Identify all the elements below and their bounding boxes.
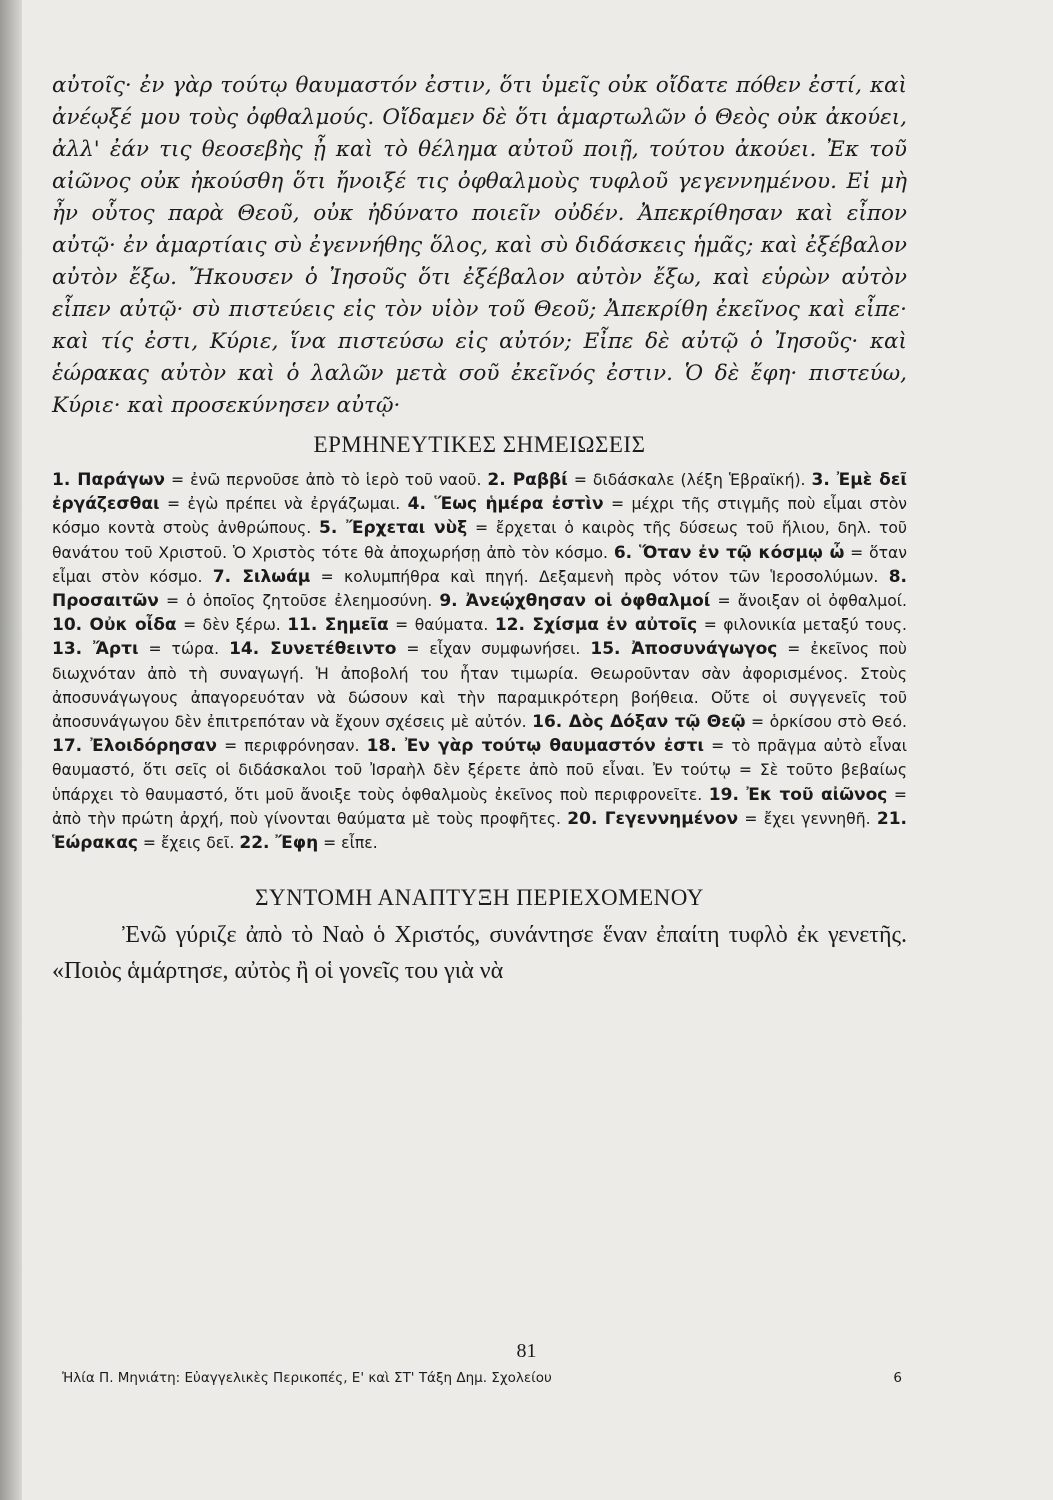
note-number: 5. [319, 518, 347, 539]
note-number: 20. [567, 808, 605, 829]
note-term: Συνετέθειντο [270, 639, 397, 660]
note-entry [52, 737, 367, 755]
note-number: 19. [708, 784, 747, 805]
note-entry [213, 568, 889, 586]
note-term: Ὅταν ἐν τῷ κόσμῳ ὦ [638, 542, 845, 563]
note-number: 14. [229, 639, 271, 660]
note-term: Ἐκ τοῦ αἰῶνος [746, 784, 888, 805]
note-entry [52, 471, 487, 489]
note-definition: = ἔρχεται ὁ καιρὸς τῆς δύσεως τοῦ ἥλιου, δηλ. τοῦ θανάτου τοῦ Χριστοῦ. Ὁ Χριστὸς τότε θὰ ἀποχωρήσῃ ἀπὸ τὸν κόσμο. [52, 519, 907, 562]
note-term: Ἕως ἡμέρα ἐστὶν [434, 494, 604, 515]
note-entry [287, 616, 495, 634]
note-number: 15. [590, 639, 632, 660]
note-entry [487, 471, 811, 489]
note-term: Ἀποσυνάγωγος [631, 639, 778, 660]
note-number: 22. [239, 833, 276, 854]
note-term: Οὐκ οἶδα [89, 615, 177, 636]
note-number: 4. [407, 494, 435, 515]
note-definition: = ἐνῶ περνοῦσε ἀπὸ τὸ ἱερὸ τοῦ ναοῦ. [164, 471, 488, 489]
note-definition: = δὲν ξέρω. [176, 616, 288, 635]
note-term: Σημεῖα [324, 615, 389, 636]
note-definition: = ὁ ὁποῖος ζητοῦσε ἐλεημοσύνη. [158, 592, 440, 611]
note-term: Σχίσμα ἐν αὐτοῖς [532, 615, 698, 636]
note-definition: = ἐγὼ πρέπει νὰ ἐργάζωμαι. [159, 495, 408, 514]
note-number: 7. [212, 566, 243, 587]
note-term: Ἀνεῴχθησαν οἱ ὀφθαλμοί [465, 591, 711, 612]
note-number: 9. [439, 591, 466, 612]
notes-heading: ΕΡΜΗΝΕΥΤΙΚΕΣ ΣΗΜΕΙΩΣΕΙΣ [313, 432, 646, 457]
note-definition: = ὅταν εἶμαι στὸν κόσμο. [52, 543, 907, 586]
note-term: Ἐμὲ δεῖ ἐργάζεσθαι [52, 470, 907, 515]
page-binding-edge [0, 0, 22, 1500]
note-definition: = ἔχει γεννηθῆ. [738, 809, 877, 828]
note-entry [52, 640, 229, 658]
note-term: Ἄρτι [93, 639, 139, 660]
note-number: 8. [888, 566, 907, 587]
note-definition: = τὸ πρᾶγμα αὐτὸ εἶναι θαυμαστό, ὅτι σεῖς οἱ διδάσκαλοι τοῦ Ἰσραὴλ δὲν ξέρετε ἀπὸ ποῦ εἶναι. Ἐν τούτῳ = Σὲ τοῦτο βεβαίως ὑπάρχει τὸ θαυμαστό, ὅτι μοῦ ἄνοιξε τοὺς ὀφθαλμοὺς ἐκεῖνος ποὺ περιφρονεῖτε. [52, 737, 907, 804]
note-entry [439, 592, 907, 610]
page-footer [62, 1370, 902, 1386]
note-term: Σιλωάμ [242, 566, 311, 587]
note-entry [495, 616, 907, 634]
notes-list [52, 468, 907, 855]
note-term: Ἑώρακας [52, 833, 138, 854]
note-entry [239, 834, 377, 852]
note-definition: = ὁρκίσου στὸ Θεό. [745, 713, 907, 732]
note-number: 21. [876, 808, 907, 829]
note-number: 13. [52, 639, 94, 660]
page-content [52, 70, 907, 989]
note-term: Προσαιτῶν [52, 591, 159, 612]
note-term: Ἔφη [275, 833, 319, 854]
note-definition: = ἐκεῖνος ποὺ διωχνόταν ἀπὸ τὴ συναγωγή. Ἡ ἀποβολή του ἦταν τιμωρία. Θεωροῦνταν σὰν ἀφορισμένος. Στοὺς ἀποσυνάγωγους ἀπαγορευόταν νὰ δώσουν καὶ τὴν παραμικρότερη βοήθεια. Οὔτε οἱ συγγενεῖς τοῦ ἀποσυνάγωγου δὲν ἐπιτρεπόταν νὰ ἔχουν σχέσεις μὲ αὐτόν. [52, 640, 907, 732]
note-term: Ραββί [512, 470, 568, 490]
note-definition: = κολυμπήθρα καὶ πηγή. Δεξαμενὴ πρὸς νότον τῶν Ἱεροσολύμων. [310, 567, 889, 586]
note-entry [567, 810, 877, 828]
note-term: Ἐλοιδόρησαν [90, 736, 217, 757]
note-definition: = ἔχεις δεῖ. [137, 834, 240, 853]
footer-text: Ἠλία Π. Μηνιάτη: Εὐαγγελικὲς Περικοπές, Ε' καὶ ΣΤ' Τάξη Δημ. Σχολείου [62, 1370, 552, 1386]
note-definition: = διδάσκαλε (λέξη Ἑβραϊκή). [567, 471, 812, 489]
note-number: 6. [613, 542, 639, 563]
note-definition: = τώρα. [138, 640, 230, 659]
note-number: 1. [52, 470, 78, 490]
note-definition: = μέχρι τῆς στιγμῆς ποὺ εἶμαι στὸν κόσμο κοντὰ στοὺς ἀνθρώπους. [52, 495, 907, 538]
note-number: 18. [366, 736, 405, 757]
note-number: 12. [494, 615, 533, 636]
page-number: 81 [516, 1340, 537, 1362]
summary-heading: ΣΥΝΤΟΜΗ ΑΝΑΠΤΥΞΗ ΠΕΡΙΕΧΟΜΕΝΟΥ [255, 885, 704, 911]
scripture-passage: αὐτοῖς· ἐν γὰρ τούτῳ θαυμαστόν ἐστιν, ὅτι ὑμεῖς οὐκ οἴδατε πόθεν ἐστί, καὶ ἀνέῳξέ μου τοὺς ὀφθαλμούς. Οἴδαμεν δὲ ὅτι ἁμαρτωλῶν ὁ Θεὸς οὐκ ἀκούει, ἀλλ' ἐάν τις θεοσεβὴς ᾖ καὶ τὸ θέλημα αὐτοῦ ποιῇ, τούτου ἀκούει. Ἐκ τοῦ αἰῶνος οὐκ ἠκούσθη ὅτι ἤνοιξέ τις ὀφθαλμοὺς τυφλοῦ γεγεννημένου. Εἰ μὴ ἦν οὗτος παρὰ Θεοῦ, οὐκ ἠδύνατο ποιεῖν οὐδέν. Ἀπεκρίθησαν καὶ εἶπον αὐτῷ· ἐν ἁμαρτίαις σὺ ἐγεννήθης ὅλος, καὶ σὺ διδάσκεις ἡμᾶς; καὶ ἐξέβαλον αὐτὸν ἔξω. Ἤκουσεν ὁ Ἰησοῦς ὅτι ἐξέβαλον αὐτὸν ἔξω, καὶ εὑρὼν αὐτὸν εἶπεν αὐτῷ· σὺ πιστεύεις εἰς τὸν υἱὸν τοῦ Θεοῦ; Ἀπεκρίθη ἐκεῖνος καὶ εἶπε· καὶ τίς ἐστι, Κύριε, ἵνα πιστεύσω εἰς αὐτόν; Εἶπε δὲ αὐτῷ ὁ Ἰησοῦς· καὶ ἑώρακας αὐτὸν καὶ ὁ λαλῶν μετὰ σοῦ ἐκεῖνός ἐστιν. Ὁ δὲ ἔφη· πιστεύω, Κύριε· καὶ προσεκύνησεν αὐτῷ· [52, 73, 907, 418]
note-number: 3. [811, 470, 837, 490]
note-definition: = ἀπὸ τὴν πρώτη ἀρχή, ποὺ γίνονται θαύματα μὲ τοὺς προφῆτες. [52, 785, 907, 828]
note-term: Ἔρχεται νὺξ [346, 518, 468, 539]
note-term: Γεγεννημένον [604, 808, 739, 829]
note-entry [229, 640, 590, 658]
note-definition: = φιλονικία μεταξύ τους. [697, 616, 907, 635]
note-definition: = θαύματα. [388, 616, 495, 635]
summary-paragraph: Ἐνῶ γύριζε ἀπὸ τὸ Ναὸ ὁ Χριστός, συνάντησε ἕναν ἐπαίτη τυφλὸ ἐκ γενετῆς. «Ποιὸς ἁμάρτησε, αὐτὸς ἢ οἱ γονεῖς του γιὰ νὰ [52, 922, 907, 985]
note-term: Δὸς Δόξαν τῷ Θεῷ [568, 712, 746, 733]
note-number: 17. [52, 736, 91, 757]
note-number: 2. [487, 470, 513, 490]
note-definition: = ἄνοιξαν οἱ ὀφθαλμοί. [710, 592, 907, 611]
note-definition: = εἶχαν συμφωνήσει. [396, 640, 591, 659]
note-definition: = περιφρόνησαν. [216, 737, 367, 756]
note-number: 16. [532, 712, 569, 733]
note-entry [52, 616, 287, 634]
note-number: 11. [287, 615, 325, 636]
note-definition: = εἶπε. [318, 834, 378, 853]
note-term: Παράγων [77, 470, 165, 490]
note-term: Ἐν γὰρ τούτῳ θαυμαστόν ἐστι [404, 736, 704, 757]
signature-mark: 6 [893, 1370, 902, 1386]
note-number: 10. [52, 615, 90, 636]
note-entry [532, 713, 907, 731]
